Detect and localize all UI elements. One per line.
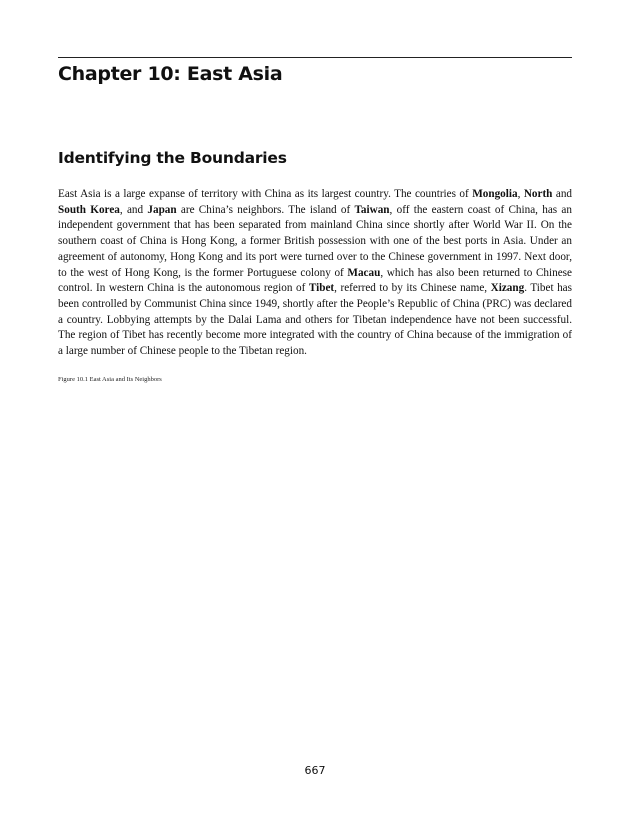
text-run: , referred to by its Chinese name, [334, 282, 491, 295]
term-mongolia: Mongolia [472, 188, 518, 200]
chapter-title: Chapter 10: East Asia [58, 63, 283, 85]
term-taiwan: Taiwan [354, 203, 390, 216]
page-number: 667 [304, 764, 326, 777]
text-run: are China’s neighbors. The island of [176, 203, 355, 216]
term-macau: Macau [347, 266, 381, 279]
chapter-top-rule [58, 57, 572, 58]
term-xizang: Xizang [490, 282, 525, 295]
text-run: . Tibet has been controlled by Communist China since 1949, shortly after the People’s Republic of China (PRC) was declared a country. Lobbying attempts by the Dalai Lama and others for Tibetan independence have not been successful. The region of Tibet has recently become more integrated with the country of China because of the immigration of a large number of Chinese people to the Tibetan region. [58, 282, 572, 358]
text-run: , off the eastern coast of China, has an independent government that has been separated from mainland China since shortly after World War II. On the southern coast of China is Hong Kong, a former British possession with one of the best ports in Asia. Under an agreement of autonomy, Hong Kong and its port were turned over to the Chinese government in 1997. Next door, to the west of Hong Kong, is the former Portuguese colony of [58, 203, 572, 279]
section-heading: Identifying the Boundaries [58, 149, 287, 167]
text-run: East Asia is a large expanse of territory with China as its largest country. The countries of [58, 188, 473, 200]
body-paragraph [58, 187, 572, 360]
text-run: , [517, 188, 524, 200]
text-run: , which has also been returned to Chinese control. In western China is the autonomous region of [58, 266, 573, 295]
text-run: , and [119, 203, 148, 216]
term-tibet: Tibet [308, 282, 335, 295]
term-north: North [523, 188, 553, 200]
text-run: and [552, 188, 573, 200]
figure-caption: Figure 10.1 East Asia and Its Neighbors [58, 376, 162, 383]
term-south-korea: South Korea [58, 203, 120, 216]
term-japan: Japan [147, 203, 177, 216]
